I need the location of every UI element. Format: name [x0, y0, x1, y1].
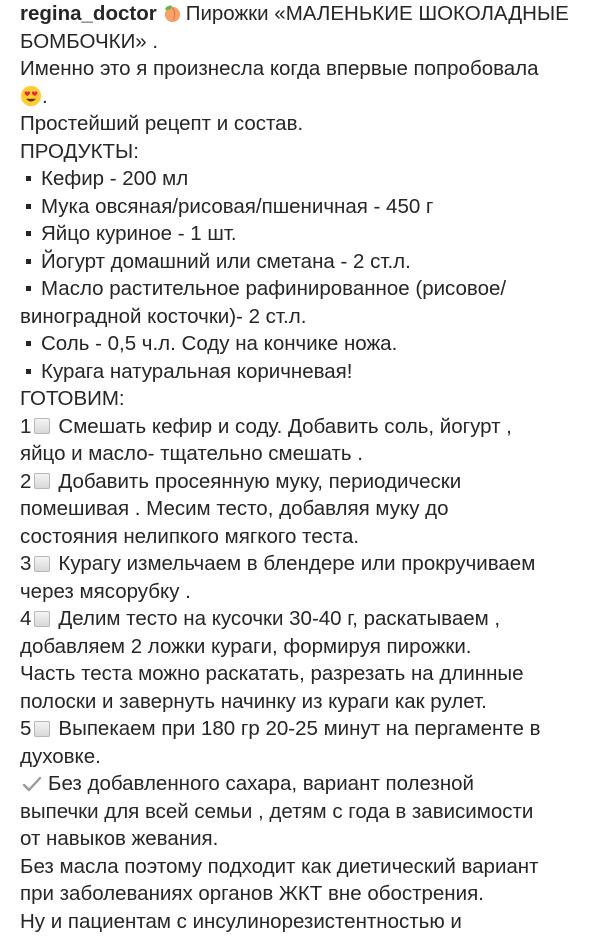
ingredient-text: Курага натуральная коричневая! [41, 359, 353, 383]
bullet-icon [26, 259, 31, 264]
cook-header: ГОТОВИМ: [20, 387, 125, 410]
bullet-icon [26, 341, 31, 346]
step-line [20, 550, 588, 578]
ingredient-item [20, 248, 588, 276]
caption-line: . [20, 83, 588, 111]
post-title-part2: БОМБОЧКИ» . [20, 29, 159, 53]
step-number: 4 [20, 607, 32, 630]
ingredient-text: Масло растительное рафинированное (рисовое/ [41, 277, 507, 300]
step-text: яйцо и масло- тщательно смешать . [20, 442, 363, 465]
ingredient-item [20, 358, 588, 386]
caption-line [20, 880, 588, 908]
heart-eyes-emoji-icon [20, 85, 42, 107]
bullet-icon [26, 176, 31, 181]
ingredient-item [20, 220, 588, 248]
step-number: 2 [20, 469, 32, 493]
step-line [20, 743, 588, 771]
cook-header-line [20, 385, 588, 413]
caption-line [20, 908, 588, 936]
ingredient-text: Кефир - 200 мл [41, 167, 189, 190]
post-caption [20, 0, 588, 935]
step-text: духовке. [20, 744, 101, 768]
ingredient-text: виноградной косточки)- 2 ст.л. [20, 304, 307, 328]
alt-method-text: Часть теста можно раскатать, разрезать на длинные [20, 662, 524, 685]
caption-line [20, 28, 588, 56]
note-text: от навыков жевания. [20, 827, 219, 850]
step-line [20, 578, 588, 606]
square-button-icon [34, 556, 50, 572]
note-line [20, 798, 588, 826]
caption-line [20, 660, 588, 688]
diet-text: Без масла поэтому подходит как диетический вариант [20, 854, 539, 878]
step-line [20, 523, 588, 551]
note-text: Без добавленного сахара, вариант полезной [48, 772, 475, 795]
caption-line [20, 688, 588, 716]
step-text: Выпекаем при 180 гр 20-25 минут на пергаменте в [58, 717, 541, 740]
check-mark-icon [22, 774, 42, 794]
square-button-icon [34, 611, 50, 627]
products-header: ПРОДУКТЫ: [20, 139, 139, 163]
insulin-text: Ну и пациентам с инсулинорезистентностью и [20, 909, 462, 933]
post-title-part1: Пирожки «МАЛЕНЬКИЕ ШОКОЛАДНЫЕ [185, 2, 569, 25]
square-button-icon [34, 418, 50, 434]
ingredient-item [20, 193, 588, 221]
ingredient-text: Яйцо куриное - 1 шт. [41, 222, 237, 245]
ingredient-continuation [20, 303, 588, 331]
bullet-icon [26, 369, 31, 374]
step-text: Добавить просеянную муку, периодически [58, 469, 462, 493]
ingredient-item [20, 330, 588, 358]
caption-line [20, 55, 588, 83]
note-line [20, 770, 588, 798]
products-header-line [20, 138, 588, 166]
ingredient-text: Йогурт домашний или сметана - 2 ст.л. [41, 249, 411, 273]
caption-title-line [20, 0, 588, 28]
step-line [20, 413, 588, 441]
ingredient-text: Мука овсяная/рисовая/пшеничная - 450 г [41, 194, 434, 218]
ingredient-item [20, 165, 588, 193]
note-text: выпечки для всей семьи , детям с года в зависимости [20, 799, 534, 823]
step-text: Делим тесто на кусочки 30-40 г, раскатываем , [58, 607, 501, 630]
ingredient-item [20, 275, 588, 303]
step-line [20, 605, 588, 633]
square-button-icon [34, 473, 50, 489]
step-text: помешивая . Месим тесто, добавляя муку до [20, 497, 449, 520]
simple-recipe-text: Простейший рецепт и состав. [20, 112, 304, 135]
step-line [20, 440, 588, 468]
ingredient-text: Соль - 0,5 ч.л. Соду на кончике ножа. [41, 332, 398, 355]
step-text: состояния нелипкого мягкого теста. [20, 524, 360, 548]
caption-line [20, 110, 588, 138]
bullet-icon [26, 231, 31, 236]
step-line [20, 633, 588, 661]
username[interactable]: regina_doctor [20, 2, 157, 25]
step-line [20, 495, 588, 523]
step-text: Смешать кефир и соду. Добавить соль, йогурт , [58, 414, 512, 438]
step-line [20, 715, 588, 743]
peach-icon [163, 4, 182, 23]
step-text: Курагу измельчаем в блендере или прокручиваем [58, 552, 536, 575]
note-line [20, 825, 588, 853]
caption-line [20, 853, 588, 881]
step-number: 5 [20, 717, 32, 740]
step-line [20, 468, 588, 496]
diet-text: при заболеваниях органов ЖКТ вне обострения. [20, 882, 484, 905]
square-button-icon [34, 721, 50, 737]
step-number: 1 [20, 414, 32, 438]
step-text: через мясорубку . [20, 579, 191, 603]
alt-method-text: полоски и завернуть начинку из кураги как рулет. [20, 689, 487, 713]
intro-text: Именно это я произнесла когда впервые попробовала [20, 57, 539, 80]
step-number: 3 [20, 552, 32, 575]
step-text: добавляем 2 ложки кураги, формируя пирожки. [20, 634, 472, 658]
bullet-icon [26, 204, 31, 209]
bullet-icon [26, 286, 31, 291]
